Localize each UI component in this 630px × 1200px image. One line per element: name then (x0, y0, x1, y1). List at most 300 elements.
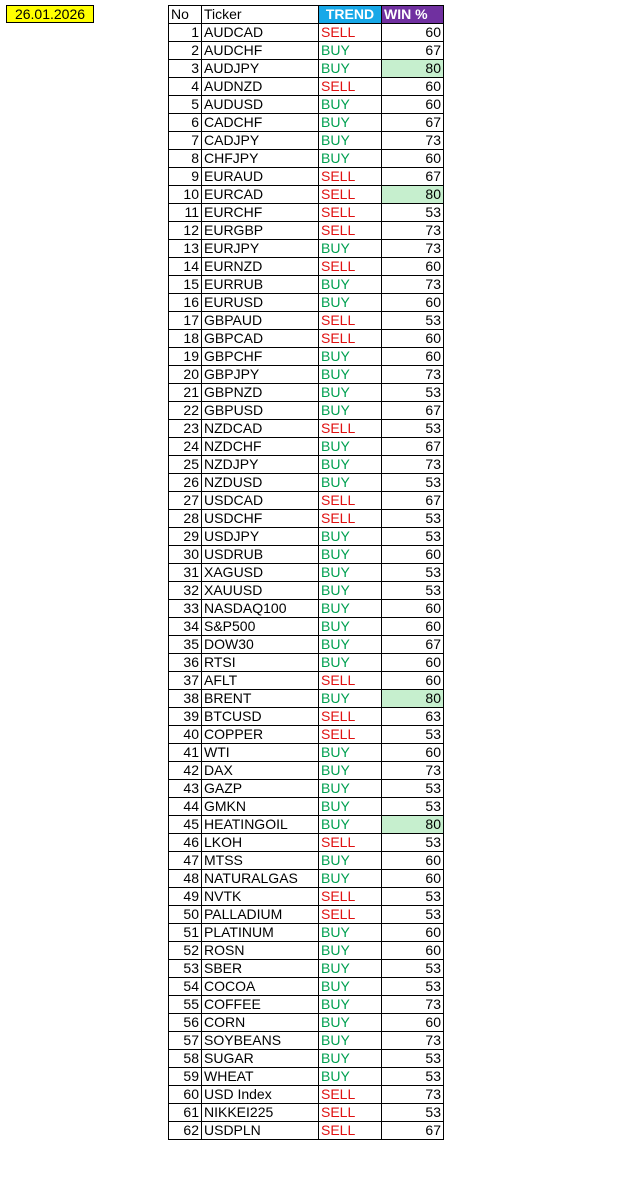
row-trend: SELL (319, 312, 382, 330)
row-win: 60 (382, 672, 444, 690)
row-ticker: EURGBP (202, 222, 319, 240)
table-row (169, 708, 444, 726)
row-trend: SELL (319, 222, 382, 240)
row-trend: BUY (319, 924, 382, 942)
row-win: 53 (382, 1050, 444, 1068)
row-win: 60 (382, 546, 444, 564)
row-win: 67 (382, 114, 444, 132)
row-no: 3 (169, 60, 202, 78)
table-row (169, 996, 444, 1014)
table-row (169, 420, 444, 438)
row-win: 60 (382, 348, 444, 366)
row-ticker: HEATINGOIL (202, 816, 319, 834)
row-ticker: EURCHF (202, 204, 319, 222)
table-row (169, 1050, 444, 1068)
row-ticker: COCOA (202, 978, 319, 996)
row-trend: SELL (319, 420, 382, 438)
row-no: 11 (169, 204, 202, 222)
row-win: 73 (382, 762, 444, 780)
row-win: 60 (382, 744, 444, 762)
row-trend: BUY (319, 1068, 382, 1086)
row-no: 10 (169, 186, 202, 204)
row-no: 23 (169, 420, 202, 438)
header-trend: TREND (319, 6, 382, 24)
table-row (169, 1014, 444, 1032)
row-trend: BUY (319, 1014, 382, 1032)
table-row (169, 924, 444, 942)
row-win: 67 (382, 636, 444, 654)
row-no: 54 (169, 978, 202, 996)
row-no: 16 (169, 294, 202, 312)
row-trend: BUY (319, 780, 382, 798)
row-win: 53 (382, 960, 444, 978)
row-no: 46 (169, 834, 202, 852)
row-no: 22 (169, 402, 202, 420)
row-trend: BUY (319, 96, 382, 114)
row-no: 60 (169, 1086, 202, 1104)
row-ticker: EURUSD (202, 294, 319, 312)
row-trend: SELL (319, 492, 382, 510)
row-win: 67 (382, 492, 444, 510)
row-ticker: NASDAQ100 (202, 600, 319, 618)
row-trend: SELL (319, 186, 382, 204)
table-row (169, 726, 444, 744)
row-win: 60 (382, 654, 444, 672)
row-win: 73 (382, 996, 444, 1014)
table-row (169, 1068, 444, 1086)
row-ticker: BRENT (202, 690, 319, 708)
row-win: 53 (382, 510, 444, 528)
row-ticker: USDRUB (202, 546, 319, 564)
row-ticker: MTSS (202, 852, 319, 870)
row-ticker: LKOH (202, 834, 319, 852)
table-row (169, 96, 444, 114)
row-no: 36 (169, 654, 202, 672)
row-no: 13 (169, 240, 202, 258)
row-trend: BUY (319, 942, 382, 960)
table-row (169, 672, 444, 690)
table-row (169, 1086, 444, 1104)
row-ticker: WHEAT (202, 1068, 319, 1086)
row-no: 59 (169, 1068, 202, 1086)
table-row (169, 546, 444, 564)
row-win: 73 (382, 366, 444, 384)
row-ticker: USDCHF (202, 510, 319, 528)
row-trend: SELL (319, 330, 382, 348)
row-trend: BUY (319, 744, 382, 762)
table-row (169, 510, 444, 528)
row-trend: BUY (319, 384, 382, 402)
row-ticker: EURJPY (202, 240, 319, 258)
row-ticker: GBPCHF (202, 348, 319, 366)
row-no: 41 (169, 744, 202, 762)
row-ticker: AUDUSD (202, 96, 319, 114)
row-trend: SELL (319, 672, 382, 690)
row-ticker: SUGAR (202, 1050, 319, 1068)
table-row (169, 600, 444, 618)
row-win: 60 (382, 924, 444, 942)
row-no: 57 (169, 1032, 202, 1050)
table-row (169, 834, 444, 852)
row-win: 67 (382, 42, 444, 60)
row-no: 62 (169, 1122, 202, 1140)
row-win: 53 (382, 726, 444, 744)
row-win: 60 (382, 78, 444, 96)
row-no: 20 (169, 366, 202, 384)
row-win: 80 (382, 816, 444, 834)
row-no: 48 (169, 870, 202, 888)
table-row (169, 1104, 444, 1122)
row-ticker: USDCAD (202, 492, 319, 510)
table-row (169, 1032, 444, 1050)
row-win: 53 (382, 780, 444, 798)
row-trend: BUY (319, 438, 382, 456)
row-trend: SELL (319, 1086, 382, 1104)
table-row (169, 24, 444, 42)
table-row (169, 330, 444, 348)
row-win: 60 (382, 150, 444, 168)
row-trend: SELL (319, 1122, 382, 1140)
table-row (169, 474, 444, 492)
row-trend: SELL (319, 78, 382, 96)
row-win: 53 (382, 474, 444, 492)
row-no: 12 (169, 222, 202, 240)
row-no: 24 (169, 438, 202, 456)
row-trend: BUY (319, 762, 382, 780)
row-no: 15 (169, 276, 202, 294)
row-win: 67 (382, 438, 444, 456)
row-trend: SELL (319, 1104, 382, 1122)
row-trend: SELL (319, 24, 382, 42)
row-win: 73 (382, 456, 444, 474)
row-no: 17 (169, 312, 202, 330)
row-win: 73 (382, 276, 444, 294)
row-ticker: CHFJPY (202, 150, 319, 168)
row-no: 39 (169, 708, 202, 726)
row-win: 60 (382, 852, 444, 870)
table-row (169, 348, 444, 366)
table-row (169, 60, 444, 78)
table-row (169, 1122, 444, 1140)
row-ticker: ROSN (202, 942, 319, 960)
row-win: 80 (382, 186, 444, 204)
row-trend: BUY (319, 294, 382, 312)
row-win: 60 (382, 1014, 444, 1032)
row-ticker: GBPCAD (202, 330, 319, 348)
row-no: 19 (169, 348, 202, 366)
row-trend: BUY (319, 978, 382, 996)
row-trend: BUY (319, 960, 382, 978)
table-row (169, 690, 444, 708)
table-row (169, 204, 444, 222)
row-trend: BUY (319, 276, 382, 294)
row-trend: BUY (319, 1032, 382, 1050)
row-ticker: AFLT (202, 672, 319, 690)
row-win: 80 (382, 60, 444, 78)
row-trend: SELL (319, 726, 382, 744)
row-ticker: XAUUSD (202, 582, 319, 600)
row-ticker: DOW30 (202, 636, 319, 654)
table-row (169, 258, 444, 276)
row-trend: BUY (319, 654, 382, 672)
row-trend: BUY (319, 798, 382, 816)
row-ticker: NZDCAD (202, 420, 319, 438)
row-ticker: AUDCAD (202, 24, 319, 42)
row-win: 60 (382, 24, 444, 42)
row-ticker: S&P500 (202, 618, 319, 636)
row-no: 1 (169, 24, 202, 42)
row-ticker: EURRUB (202, 276, 319, 294)
row-win: 53 (382, 582, 444, 600)
row-trend: BUY (319, 456, 382, 474)
row-trend: BUY (319, 816, 382, 834)
table-row (169, 366, 444, 384)
table-row (169, 960, 444, 978)
row-win: 60 (382, 330, 444, 348)
signals-table (168, 5, 444, 1140)
row-trend: BUY (319, 348, 382, 366)
row-no: 49 (169, 888, 202, 906)
row-trend: BUY (319, 1050, 382, 1068)
table-row (169, 798, 444, 816)
row-win: 53 (382, 888, 444, 906)
row-trend: BUY (319, 852, 382, 870)
row-no: 29 (169, 528, 202, 546)
row-trend: SELL (319, 708, 382, 726)
row-win: 73 (382, 222, 444, 240)
row-win: 60 (382, 294, 444, 312)
row-ticker: CORN (202, 1014, 319, 1032)
row-trend: BUY (319, 546, 382, 564)
header-win: WIN % (382, 6, 444, 24)
row-no: 50 (169, 906, 202, 924)
table-row (169, 744, 444, 762)
row-trend: BUY (319, 60, 382, 78)
row-no: 21 (169, 384, 202, 402)
row-ticker: CADJPY (202, 132, 319, 150)
table-row (169, 150, 444, 168)
table-row (169, 240, 444, 258)
row-ticker: EURCAD (202, 186, 319, 204)
row-win: 60 (382, 942, 444, 960)
row-trend: SELL (319, 906, 382, 924)
row-no: 52 (169, 942, 202, 960)
row-ticker: GBPNZD (202, 384, 319, 402)
row-no: 27 (169, 492, 202, 510)
row-win: 53 (382, 798, 444, 816)
row-ticker: AUDJPY (202, 60, 319, 78)
table-row (169, 564, 444, 582)
row-ticker: PLATINUM (202, 924, 319, 942)
row-no: 18 (169, 330, 202, 348)
row-no: 30 (169, 546, 202, 564)
table-row (169, 294, 444, 312)
row-ticker: COFFEE (202, 996, 319, 1014)
row-trend: BUY (319, 42, 382, 60)
table-row (169, 186, 444, 204)
row-win: 53 (382, 564, 444, 582)
row-win: 60 (382, 870, 444, 888)
row-ticker: WTI (202, 744, 319, 762)
row-win: 53 (382, 978, 444, 996)
table-row (169, 222, 444, 240)
row-no: 37 (169, 672, 202, 690)
row-win: 73 (382, 1086, 444, 1104)
row-ticker: NZDJPY (202, 456, 319, 474)
table-row (169, 78, 444, 96)
table-row (169, 312, 444, 330)
row-win: 60 (382, 600, 444, 618)
row-ticker: USD Index (202, 1086, 319, 1104)
row-no: 35 (169, 636, 202, 654)
table-row (169, 402, 444, 420)
row-no: 5 (169, 96, 202, 114)
row-ticker: NATURALGAS (202, 870, 319, 888)
row-no: 43 (169, 780, 202, 798)
table-row (169, 438, 444, 456)
row-trend: BUY (319, 114, 382, 132)
header-row (169, 6, 444, 24)
row-trend: BUY (319, 474, 382, 492)
row-win: 73 (382, 132, 444, 150)
row-no: 45 (169, 816, 202, 834)
row-no: 34 (169, 618, 202, 636)
row-win: 67 (382, 168, 444, 186)
table-row (169, 456, 444, 474)
row-ticker: CADCHF (202, 114, 319, 132)
row-ticker: GMKN (202, 798, 319, 816)
row-no: 42 (169, 762, 202, 780)
table-row (169, 870, 444, 888)
row-no: 14 (169, 258, 202, 276)
row-ticker: COPPER (202, 726, 319, 744)
row-no: 56 (169, 1014, 202, 1032)
row-ticker: NZDCHF (202, 438, 319, 456)
row-ticker: PALLADIUM (202, 906, 319, 924)
table-row (169, 654, 444, 672)
table-row (169, 114, 444, 132)
row-win: 53 (382, 420, 444, 438)
row-win: 63 (382, 708, 444, 726)
table-row (169, 276, 444, 294)
date-badge: 26.01.2026 (6, 5, 94, 23)
table-row (169, 852, 444, 870)
row-win: 53 (382, 1104, 444, 1122)
row-ticker: BTCUSD (202, 708, 319, 726)
row-no: 47 (169, 852, 202, 870)
row-trend: BUY (319, 600, 382, 618)
row-trend: BUY (319, 150, 382, 168)
row-trend: BUY (319, 402, 382, 420)
row-no: 51 (169, 924, 202, 942)
row-ticker: GBPAUD (202, 312, 319, 330)
row-ticker: DAX (202, 762, 319, 780)
row-no: 61 (169, 1104, 202, 1122)
row-no: 53 (169, 960, 202, 978)
row-win: 53 (382, 1068, 444, 1086)
table-row (169, 978, 444, 996)
row-no: 32 (169, 582, 202, 600)
row-trend: BUY (319, 618, 382, 636)
row-win: 60 (382, 258, 444, 276)
row-no: 33 (169, 600, 202, 618)
row-win: 53 (382, 384, 444, 402)
row-trend: SELL (319, 258, 382, 276)
row-no: 6 (169, 114, 202, 132)
row-ticker: XAGUSD (202, 564, 319, 582)
row-no: 58 (169, 1050, 202, 1068)
row-ticker: GAZP (202, 780, 319, 798)
row-ticker: USDJPY (202, 528, 319, 546)
row-ticker: NVTK (202, 888, 319, 906)
row-win: 67 (382, 402, 444, 420)
row-win: 80 (382, 690, 444, 708)
table-row (169, 888, 444, 906)
row-no: 7 (169, 132, 202, 150)
row-ticker: NZDUSD (202, 474, 319, 492)
row-win: 53 (382, 204, 444, 222)
row-no: 8 (169, 150, 202, 168)
row-ticker: GBPUSD (202, 402, 319, 420)
header-no: No (169, 6, 202, 24)
row-trend: BUY (319, 240, 382, 258)
row-no: 9 (169, 168, 202, 186)
table-row (169, 906, 444, 924)
row-trend: BUY (319, 366, 382, 384)
row-win: 73 (382, 1032, 444, 1050)
row-trend: BUY (319, 996, 382, 1014)
table-row (169, 384, 444, 402)
row-win: 73 (382, 240, 444, 258)
table-row (169, 492, 444, 510)
table-row (169, 618, 444, 636)
row-trend: SELL (319, 204, 382, 222)
row-win: 53 (382, 906, 444, 924)
row-win: 53 (382, 312, 444, 330)
table-row (169, 42, 444, 60)
row-no: 31 (169, 564, 202, 582)
row-trend: SELL (319, 834, 382, 852)
row-trend: BUY (319, 564, 382, 582)
row-ticker: RTSI (202, 654, 319, 672)
row-trend: BUY (319, 870, 382, 888)
row-no: 55 (169, 996, 202, 1014)
table-row (169, 762, 444, 780)
row-ticker: SOYBEANS (202, 1032, 319, 1050)
row-ticker: GBPJPY (202, 366, 319, 384)
row-no: 4 (169, 78, 202, 96)
row-no: 26 (169, 474, 202, 492)
table-row (169, 582, 444, 600)
row-no: 44 (169, 798, 202, 816)
row-trend: BUY (319, 582, 382, 600)
table-body (169, 24, 444, 1140)
row-no: 2 (169, 42, 202, 60)
table-row (169, 816, 444, 834)
row-ticker: AUDCHF (202, 42, 319, 60)
table-row (169, 528, 444, 546)
row-ticker: SBER (202, 960, 319, 978)
row-trend: SELL (319, 168, 382, 186)
row-trend: BUY (319, 132, 382, 150)
row-no: 40 (169, 726, 202, 744)
row-trend: BUY (319, 528, 382, 546)
row-trend: BUY (319, 636, 382, 654)
row-win: 53 (382, 528, 444, 546)
table-row (169, 168, 444, 186)
row-no: 28 (169, 510, 202, 528)
table-row (169, 780, 444, 798)
